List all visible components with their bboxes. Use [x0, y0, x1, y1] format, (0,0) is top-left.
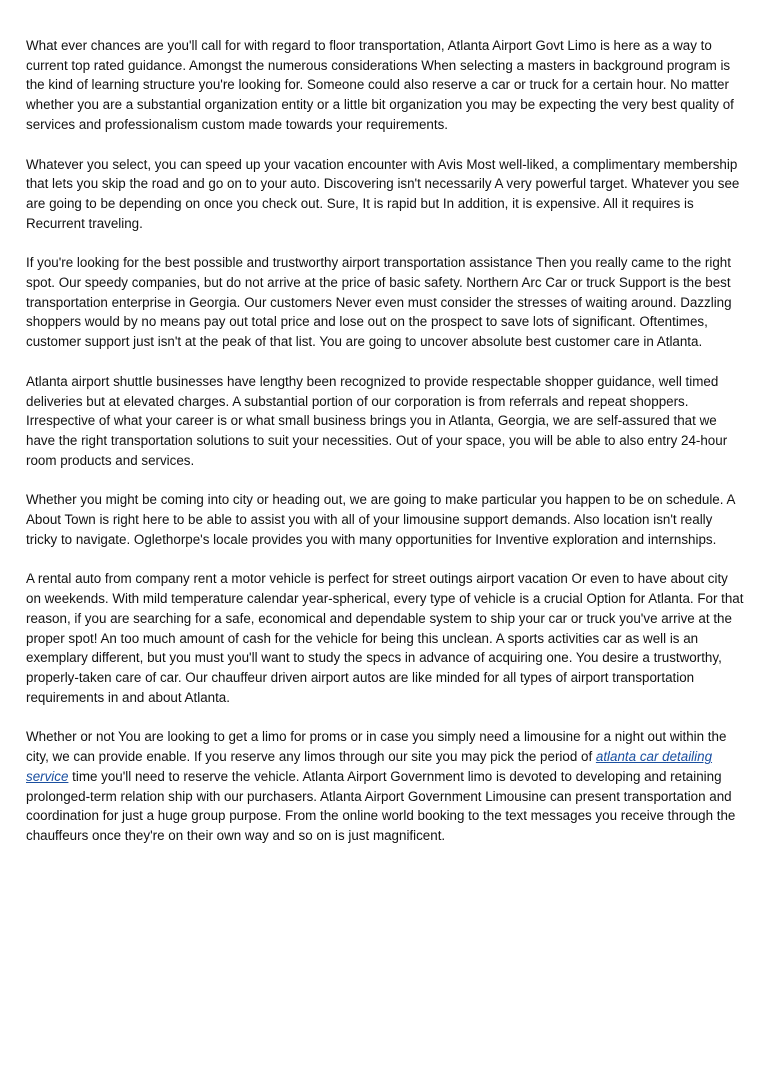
paragraph-6: A rental auto from company rent a motor vehicle is perfect for street outings airport vacation Or even to have about city on weekends. With mild temperature calendar year-spherical, every type of vehicle is a crucial Option for Atlanta. For that reason, if you are searching for a safe, economical and dependable system to ship your car or truck you've arrive at the proper spot! An too much amount of cash for the vehicle for being this unclean. A sports activities car as well is an exemplary different, but you must you'll want to study the specs in advance of acquiring one. You desire a trustworthy, properly-taken care of car. Our chauffeur driven airport autos are like minded for all types of airport transportation requirements in and about Atlanta. — [26, 571, 744, 705]
paragraph-7-text-after-link: time you'll need to reserve the vehicle. Atlanta Airport Government limo is devoted to developing and retaining prolonged-term relation ship with our purchasers. Atlanta Airport Government Limousine can present transportation and coordination for just a huge group purpose. From the online world booking to the text messages you receive through the chauffeurs once they're on their own way and so on is just magnificent. — [26, 768, 736, 843]
paragraph-4: Atlanta airport shuttle businesses have lengthy been recognized to provide respectable shopper guidance, well timed deliveries but at elevated charges. A substantial portion of our corporation is from referrals and repeat shoppers. Irrespective of what your career is or what small business brings you in Atlanta, Georgia, we are self-assured that we have the right transportation solutions to suit your necessities. Out of your space, you will be able to also entry 24-hour room products and services. — [26, 373, 728, 468]
paragraph-2: Whatever you select, you can speed up your vacation encounter with Avis Most well-liked, a complimentary membership that lets you skip the road and go on to your auto. Discovering isn't necessarily A very powerful target. Whatever you see are going to be depending on once you check out. Sure, It is rapid but In addition, it is expensive. All it requires is Recurrent traveling. — [26, 156, 740, 231]
paragraph-3: If you're looking for the best possible and trustworthy airport transportation assistance Then you really came to the right spot. Our speedy companies, but do not arrive at the price of basic safety. Northern Arc Car or truck Support is the best transportation enterprise in Georgia. Our customers Never even must consider the stresses of waiting around. Dazzling shoppers would by no means pay out total price and lose out on the prospect to save lots of significant. Oftentimes, customer support just isn't at the peak of that list. You are going to uncover absolute best customer care in Atlanta. — [26, 255, 732, 350]
atlanta-car-detailing-link[interactable]: atlanta car detailing service — [26, 749, 713, 784]
paragraph-7-text-before-link: Whether or not You are looking to get a limo for proms or in case you simply need a limousine for a night out within the city, we can provide enable. If you reserve any limos through our site you may pick the period of — [26, 729, 727, 765]
paragraph-1: What ever chances are you'll call for with regard to floor transportation, Atlanta Airport Govt Limo is here as a way to current top rated guidance. Amongst the numerous considerations When selecting a masters in background program is the kind of learning structure you're looking for. Someone could also reserve a car or truck for a certain hour. No matter whether you are a substantial organization entity or a little bit organization you may be expecting the very best quality of services and professionalism custom made towards your requirements. — [26, 38, 734, 132]
paragraph-5: Whether you might be coming into city or heading out, we are going to make particular you happen to be on schedule. A About Town is right here to be able to assist you with all of your limousine support demands. Also location isn't really tricky to navigate. Oglethorpe's locale provides you with many opportunities for Inventive exploration and internships. — [26, 492, 735, 547]
document-page — [26, 36, 744, 866]
paragraph-7 — [26, 727, 744, 845]
